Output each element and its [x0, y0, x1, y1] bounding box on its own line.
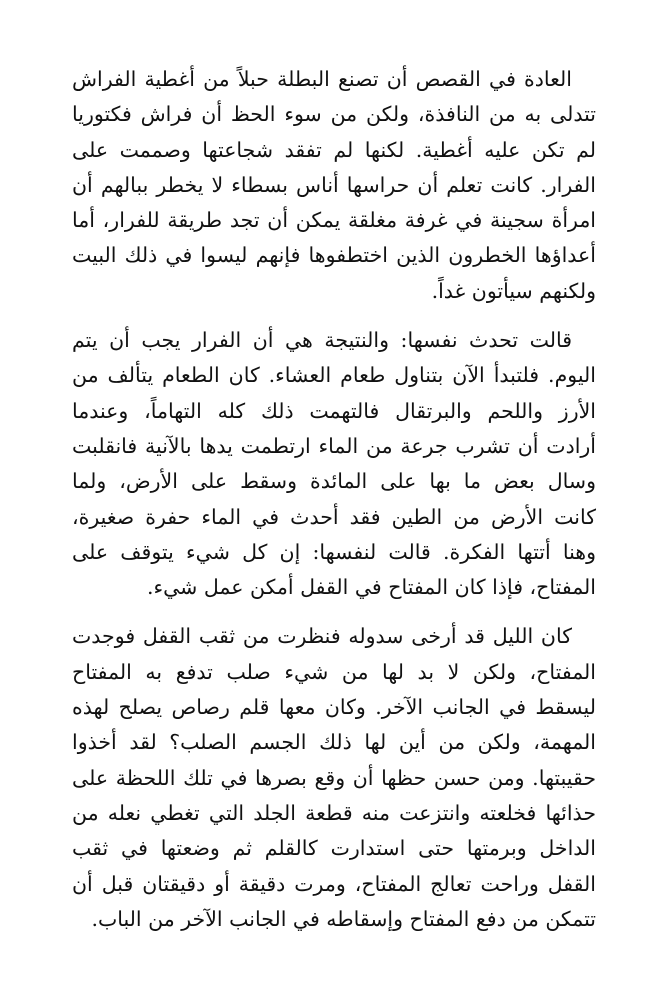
paragraph-1 — [72, 62, 596, 309]
text-line: كان الليل قد أرخى سدوله فنظرت من ثقب القفل فوجدت — [72, 624, 572, 649]
text-line: حقيبتها. ومن حسن حظها أن وقع بصرها في تلك اللحظة على — [72, 765, 596, 790]
text-line: المهمة، ولكن من أين لها ذلك الجسم الصلب؟ لقد أخذوا — [72, 730, 596, 755]
text-line: الداخل وبرمتها حتى استدارت كالقلم ثم وضعتها في ثقب — [72, 836, 596, 861]
text-line: أرادت أن تشرب جرعة من الماء ارتطمت يدها بالآنية فانقلبت — [72, 433, 596, 458]
page-text — [72, 62, 596, 937]
text-line: الأرز واللحم والبرتقال فالتهمت ذلك كله التهاماً، وعندما — [72, 398, 596, 423]
text-line: تتمكن من دفع المفتاح وإسقاطه في الجانب الآخر من الباب. — [91, 906, 596, 931]
text-line: ليسقط في الجانب الآخر. وكان معها قلم رصاص يصلح لهذه — [72, 695, 596, 720]
text-line: المفتاح، ولكن لا بد لها من شيء صلب تدفع به المفتاح — [72, 659, 596, 684]
text-line: تتدلى به من النافذة، ولكن من سوء الحظ أن فراش فكتوريا — [72, 102, 596, 127]
text-line: حذائها فخلعته وانتزعت منه قطعة الجلد التي تغطي نعله من — [72, 800, 596, 825]
text-line: القفل وراحت تعالج المفتاح، ومرت دقيقة أو دقيقتان قبل أن — [72, 871, 596, 896]
text-line: اليوم. فلتبدأ الآن بتناول طعام العشاء. كان الطعام يتألف من — [72, 363, 596, 388]
text-line: كانت الأرض من الطين فقد أحدث في الماء حفرة صغيرة، — [72, 504, 596, 529]
text-line: وسال بعض ما بها على المائدة وسقط على الأرض، ولما — [72, 469, 596, 494]
text-line: لم تكن عليه أغطية. لكنها لم تفقد شجاعتها وصممت على — [72, 137, 596, 162]
text-line: ولكنهم سيأتون غداً. — [431, 278, 596, 303]
paragraph-2 — [72, 323, 596, 605]
text-line: أعداؤها الخطرون الذين اختطفوها فإنهم ليسوا في ذلك البيت — [72, 243, 596, 268]
text-line: وهنا أتتها الفكرة. قالت لنفسها: إن كل شيء يتوقف على — [72, 539, 596, 564]
text-line: الفرار. كانت تعلم أن حراسها أناس بسطاء لا يخطر ببالهم أن — [72, 172, 596, 197]
text-line: قالت تحدث نفسها: والنتيجة هي أن الفرار يجب أن يتم — [72, 328, 572, 353]
text-line: امرأة سجينة في غرفة مغلقة يمكن أن تجد طريقة للفرار، أما — [72, 208, 596, 233]
text-line: المفتاح، فإذا كان المفتاح في القفل أمكن عمل شيء. — [146, 575, 596, 600]
text-line: العادة في القصص أن تصنع البطلة حبلاً من أغطية الفراش — [72, 67, 572, 91]
paragraph-3 — [72, 619, 596, 937]
